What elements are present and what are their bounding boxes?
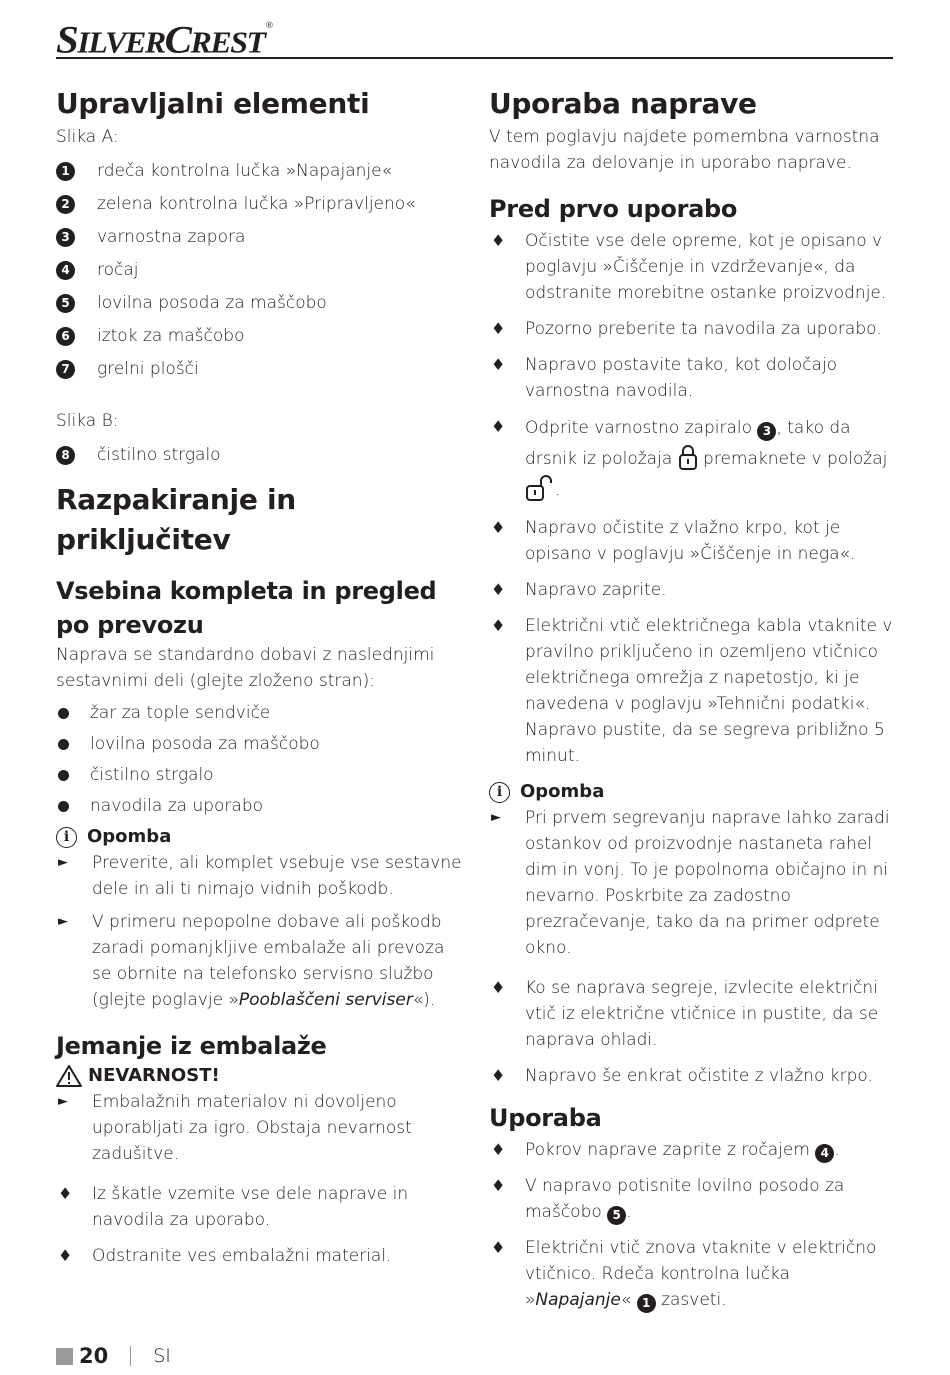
list-item: ♦ Električni vtič znova vtaknite v električno vtičnico. Rdeča kontrolna lučka »Napajanje« 1 zasveti. bbox=[489, 1235, 894, 1313]
arrow-icon: ► bbox=[58, 855, 68, 870]
arrow-icon: ► bbox=[58, 1094, 68, 1109]
number-badge: 1 bbox=[637, 1294, 656, 1313]
diamond-icon: ♦ bbox=[491, 580, 506, 599]
list-item: lovilna posoda za maščobo bbox=[56, 731, 466, 757]
bullet-icon bbox=[56, 731, 90, 757]
diamond-icon: ♦ bbox=[491, 1066, 506, 1085]
number-badge: 6 bbox=[56, 327, 75, 346]
diamond-icon: ♦ bbox=[491, 978, 506, 997]
list-item: ♦ Pokrov naprave zaprite z ročajem 4 . bbox=[489, 1137, 894, 1163]
number-badge: 7 bbox=[56, 360, 75, 379]
figure-a-label: Slika A: bbox=[56, 127, 119, 147]
list-item: 3 varnostna zapora bbox=[56, 224, 466, 250]
list-item: ♦ Pozorno preberite ta navodila za uporabo. bbox=[489, 316, 894, 342]
note-list bbox=[489, 805, 894, 961]
first-use-steps bbox=[489, 228, 894, 769]
info-icon: i bbox=[56, 827, 77, 848]
note-list bbox=[56, 850, 466, 1013]
heading-first-use: Pred prvo uporabo bbox=[489, 195, 738, 223]
danger-heading: NEVARNOST! bbox=[56, 1063, 466, 1089]
bullet-icon bbox=[56, 700, 90, 726]
remove-steps bbox=[56, 1181, 466, 1269]
controls-b-list bbox=[56, 442, 466, 468]
left-column bbox=[56, 84, 466, 1279]
page-footer bbox=[56, 1343, 171, 1369]
controls-list bbox=[56, 158, 466, 382]
list-item: ♦ Napravo postavite tako, kot določajo varnostna navodila. bbox=[489, 352, 894, 404]
diamond-icon: ♦ bbox=[491, 319, 506, 338]
list-item: ► V primeru nepopolne dobave ali poškodb zaradi pomanjkljive embalaže ali prevoza se obrnite na telefonsko servisno službo (glejte poglavje »Pooblaščeni serviser«). bbox=[56, 909, 466, 1013]
diamond-icon: ♦ bbox=[491, 1140, 506, 1159]
page-marker bbox=[56, 1348, 73, 1365]
diamond-icon: ♦ bbox=[491, 1238, 506, 1257]
list-item: ► Embalažnih materialov ni dovoljeno uporabljati za igro. Obstaja nevarnost zadušitve. bbox=[56, 1089, 466, 1167]
warning-icon bbox=[56, 1065, 82, 1087]
registered-mark: ® bbox=[265, 20, 272, 31]
list-item: ♦ Očistite vse dele opreme, kot je opisano v poglavju »Čiščenje in vzdrževanje«, da odstranite morebitne ostanke proizvodnje. bbox=[489, 228, 894, 306]
note-heading: i Opomba bbox=[489, 779, 894, 805]
right-column bbox=[489, 84, 894, 1323]
list-item: navodila za uporabo bbox=[56, 793, 466, 819]
info-icon: i bbox=[489, 782, 510, 803]
diamond-icon: ♦ bbox=[58, 1246, 73, 1265]
heading-remove: Jemanje iz embalaže bbox=[56, 1032, 327, 1060]
lock-closed-icon bbox=[678, 443, 698, 471]
arrow-icon: ► bbox=[58, 914, 68, 929]
language-code: SI bbox=[153, 1345, 171, 1367]
page-number: 20 bbox=[79, 1344, 109, 1368]
diamond-icon: ♦ bbox=[491, 355, 506, 374]
bullet-icon bbox=[56, 762, 90, 788]
heading-usage: Uporaba bbox=[489, 1104, 602, 1132]
heading-controls: Upravljalni elementi bbox=[56, 87, 370, 120]
arrow-icon: ► bbox=[491, 810, 501, 825]
number-badge: 5 bbox=[607, 1206, 626, 1225]
number-badge: 1 bbox=[56, 162, 75, 181]
list-item: ♦ Napravo še enkrat očistite z vlažno krpo. bbox=[489, 1063, 894, 1089]
diamond-icon: ♦ bbox=[491, 231, 506, 250]
diamond-icon: ♦ bbox=[491, 1176, 506, 1195]
figure-b-label: Slika B: bbox=[56, 411, 119, 431]
lock-open-icon bbox=[525, 474, 555, 502]
brand-visual: SILVERCREST bbox=[56, 17, 265, 61]
list-item: 6 iztok za maščobo bbox=[56, 323, 466, 349]
list-item: 7 grelni plošči bbox=[56, 356, 466, 382]
diamond-icon: ♦ bbox=[491, 417, 506, 436]
list-item: 2 zelena kontrolna lučka »Pripravljeno« bbox=[56, 191, 466, 217]
number-badge: 2 bbox=[56, 195, 75, 214]
list-item: 5 lovilna posoda za maščobo bbox=[56, 290, 466, 316]
list-item: ♦ Iz škatle vzemite vse dele naprave in navodila za uporabo. bbox=[56, 1181, 466, 1233]
list-item: ► Pri prvem segrevanju naprave lahko zaradi ostankov od proizvodnje nastaneta rahel dim in vonj. To je popolnoma običajno in ni nevarno. Poskrbite za zadostno prezračevanje, tako da na primer odprete okno. bbox=[489, 805, 894, 961]
header-rule bbox=[56, 57, 893, 59]
number-badge: 8 bbox=[56, 446, 75, 465]
heading-contents: Vsebina kompleta in pregled po prevozu bbox=[56, 577, 437, 639]
list-item: ♦ Odprite varnostno zapiralo 3 , tako da drsnik iz položaja premaknete v položaj . bbox=[489, 414, 894, 505]
usage-steps bbox=[489, 1137, 894, 1313]
footer-divider bbox=[130, 1346, 131, 1366]
list-item: ♦ V napravo potisnite lovilno posodo za maščobo 5 . bbox=[489, 1173, 894, 1225]
list-item: 1 rdeča kontrolna lučka »Napajanje« bbox=[56, 158, 466, 184]
list-item: žar za tople sendviče bbox=[56, 700, 466, 726]
list-item: ♦ Napravo zaprite. bbox=[489, 577, 894, 603]
diamond-icon: ♦ bbox=[58, 1184, 73, 1203]
list-item: ♦ Električni vtič električnega kabla vtaknite v pravilno priključeno in ozemljeno vtičnico električnega omrežja z napetostjo, ki je navedena v poglavju »Tehnični podatki«. Napravo pustite, da se segreva približno 5 minut. bbox=[489, 613, 894, 769]
danger-list bbox=[56, 1089, 466, 1167]
list-item: 4 ročaj bbox=[56, 257, 466, 283]
contents-list bbox=[56, 700, 466, 819]
note-heading: i Opomba bbox=[56, 824, 466, 850]
list-item: ♦ Ko se naprava segreje, izvlecite električni vtič iz električne vtičnice in pustite, da se naprava ohladi. bbox=[489, 975, 894, 1053]
list-item: 8 čistilno strgalo bbox=[56, 442, 466, 468]
heading-unpack: Razpakiranje in priključitev bbox=[56, 483, 296, 556]
contents-intro: Naprava se standardno dobavi z naslednjimi sestavnimi deli (glejte zloženo stran): bbox=[56, 645, 435, 691]
bullet-icon bbox=[56, 793, 90, 819]
list-item: ► Preverite, ali komplet vsebuje vse sestavne dele in ali ti nimajo vidnih poškodb. bbox=[56, 850, 466, 902]
use-intro: V tem poglavju najdete pomembna varnostna navodila za delovanje in uporabo naprave. bbox=[489, 127, 880, 173]
number-badge: 4 bbox=[56, 261, 75, 280]
number-badge: 3 bbox=[757, 422, 776, 441]
list-item: ♦ Odstranite ves embalažni material. bbox=[56, 1243, 466, 1269]
diamond-icon: ♦ bbox=[491, 518, 506, 537]
heading-use: Uporaba naprave bbox=[489, 87, 757, 120]
after-steps bbox=[489, 975, 894, 1089]
number-badge: 3 bbox=[56, 228, 75, 247]
list-item: čistilno strgalo bbox=[56, 762, 466, 788]
silvercrest-logo bbox=[56, 4, 272, 64]
number-badge: 5 bbox=[56, 294, 75, 313]
list-item: ♦ Napravo očistite z vlažno krpo, kot je opisano v poglavju »Čiščenje in nega«. bbox=[489, 515, 894, 567]
diamond-icon: ♦ bbox=[491, 616, 506, 635]
number-badge: 4 bbox=[815, 1144, 834, 1163]
